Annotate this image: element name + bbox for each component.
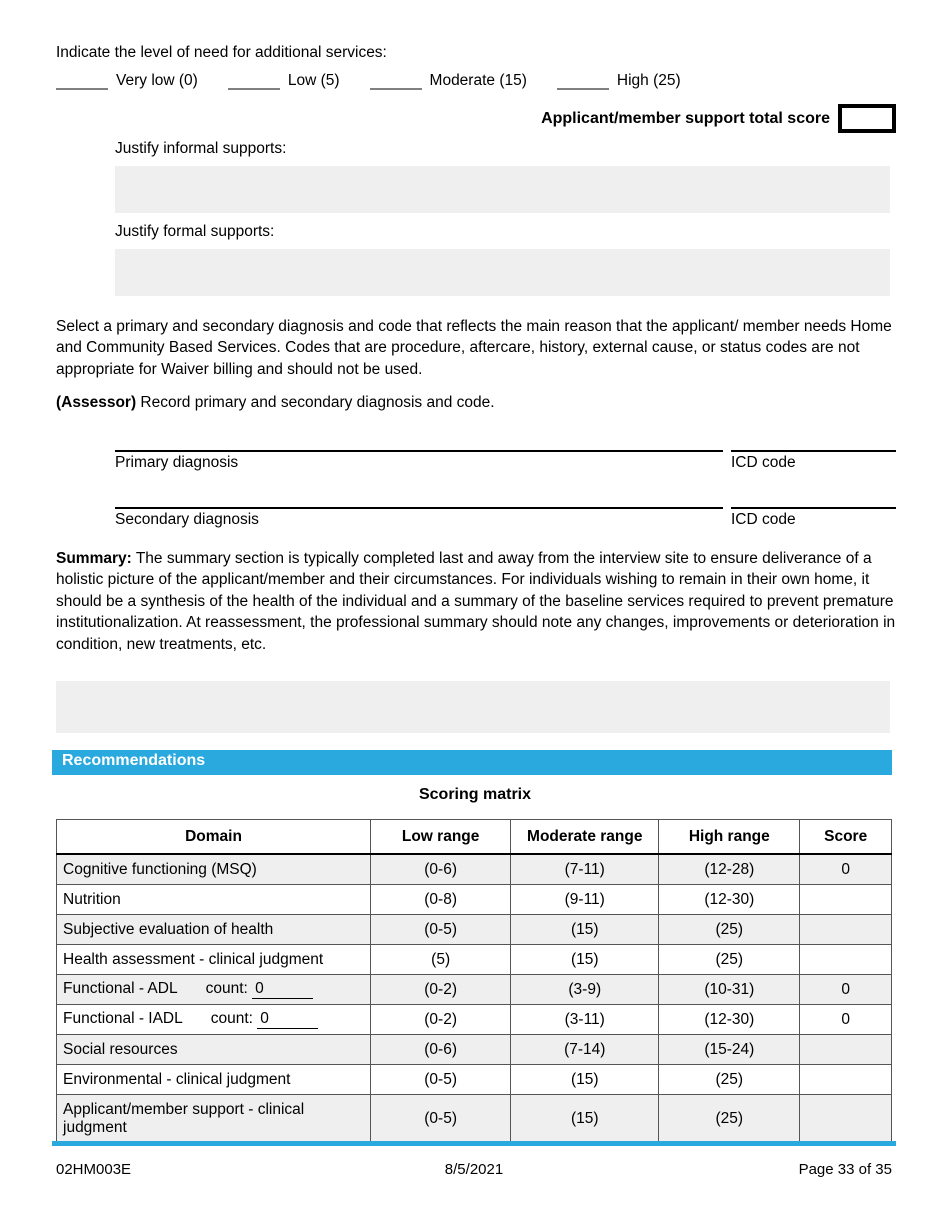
adl-count-group: [206, 980, 314, 999]
iadl-count-group: [211, 1010, 319, 1029]
row-score[interactable]: [800, 945, 892, 975]
row-low-range: (0-2): [371, 1005, 511, 1035]
row-moderate-range: (9-11): [511, 885, 659, 915]
row-domain: [57, 975, 371, 1005]
need-option-high: High (25): [616, 72, 681, 89]
total-score-row: [56, 104, 896, 133]
header-score: Score: [800, 820, 892, 855]
row-high-range: (12-28): [659, 854, 800, 885]
row-low-range: (0-6): [371, 1035, 511, 1065]
row-high-range: (15-24): [659, 1035, 800, 1065]
secondary-diagnosis-label[interactable]: Secondary diagnosis: [115, 507, 723, 529]
iadl-count-input[interactable]: 0: [257, 1010, 318, 1029]
row-domain: [57, 1095, 371, 1144]
domain-label: Health assessment - clinical judgment: [63, 950, 324, 968]
row-low-range: (0-6): [371, 854, 511, 885]
justify-informal-input[interactable]: [115, 166, 890, 213]
row-moderate-range: (7-11): [511, 854, 659, 885]
adl-count-input[interactable]: 0: [252, 980, 313, 999]
table-row: [57, 1005, 892, 1035]
footer-divider: [52, 1141, 896, 1146]
justify-formal-label: Justify formal supports:: [115, 223, 275, 240]
header-domain: Domain: [57, 820, 371, 855]
row-low-range: (5): [371, 945, 511, 975]
need-blank-high[interactable]: [557, 73, 609, 90]
adl-count-label: count:: [205, 980, 248, 997]
row-score[interactable]: 0: [800, 854, 892, 885]
domain-label: Applicant/member support - clinical judgment: [63, 1101, 305, 1136]
assessor-tag: (Assessor): [56, 394, 137, 411]
row-high-range: (25): [659, 915, 800, 945]
table-row: [57, 1035, 892, 1065]
recommendations-banner-label: Recommendations: [62, 752, 206, 769]
row-score[interactable]: 0: [800, 1005, 892, 1035]
row-domain: [57, 854, 371, 885]
footer-form-id: 02HM003E: [56, 1161, 132, 1178]
justify-formal-input[interactable]: [115, 249, 890, 296]
row-high-range: (25): [659, 1095, 800, 1144]
row-domain: [57, 1005, 371, 1035]
table-row: [57, 1065, 892, 1095]
row-score[interactable]: [800, 885, 892, 915]
row-moderate-range: (15): [511, 1065, 659, 1095]
domain-label: Social resources: [63, 1040, 178, 1058]
row-domain: [57, 1035, 371, 1065]
domain-label: Nutrition: [63, 890, 121, 908]
table-header-row: [57, 820, 892, 855]
need-option-very-low: Very low (0): [116, 72, 198, 89]
iadl-count-label: count:: [210, 1010, 253, 1027]
summary-paragraph: [56, 548, 896, 655]
header-low-range: Low range: [371, 820, 511, 855]
row-low-range: (0-8): [371, 885, 511, 915]
domain-label: Functional - IADL: [63, 1010, 183, 1027]
header-moderate-range: Moderate range: [511, 820, 659, 855]
row-moderate-range: (15): [511, 945, 659, 975]
domain-label: Functional - ADL: [63, 980, 178, 997]
row-score[interactable]: [800, 1065, 892, 1095]
domain-label: Cognitive functioning (MSQ): [63, 860, 257, 878]
row-moderate-range: (3-9): [511, 975, 659, 1005]
assessor-instruction-text: Record primary and secondary diagnosis and code.: [136, 394, 495, 411]
footer-page-number: Page 33 of 35: [798, 1161, 892, 1178]
total-score-label: Applicant/member support total score: [541, 109, 830, 127]
need-level-options: [56, 72, 896, 90]
row-high-range: (25): [659, 945, 800, 975]
table-row: [57, 1095, 892, 1144]
row-domain: [57, 945, 371, 975]
row-score[interactable]: [800, 1035, 892, 1065]
table-row: [57, 885, 892, 915]
row-domain: [57, 1065, 371, 1095]
need-level-prompt: Indicate the level of need for additional services:: [56, 44, 387, 61]
domain-label: Environmental - clinical judgment: [63, 1070, 291, 1088]
row-score[interactable]: [800, 915, 892, 945]
row-score[interactable]: 0: [800, 975, 892, 1005]
recommendations-section-banner: [52, 750, 892, 775]
row-high-range: (25): [659, 1065, 800, 1095]
diagnosis-instruction-paragraph: Select a primary and secondary diagnosis and code that reflects the main reason that the applicant/ member needs Home and Community Based Services. Codes that are procedure, aftercare, history, external cause, or status codes are not appropriate for Waiver billing and should not be used.: [56, 318, 892, 378]
scoring-matrix-title: Scoring matrix: [418, 786, 532, 803]
row-moderate-range: (7-14): [511, 1035, 659, 1065]
table-row: [57, 975, 892, 1005]
row-low-range: (0-2): [371, 975, 511, 1005]
secondary-icd-label[interactable]: ICD code: [731, 507, 896, 529]
row-low-range: (0-5): [371, 915, 511, 945]
row-high-range: (12-30): [659, 885, 800, 915]
need-blank-low[interactable]: [228, 73, 280, 90]
row-domain: [57, 885, 371, 915]
row-high-range: (10-31): [659, 975, 800, 1005]
row-low-range: (0-5): [371, 1065, 511, 1095]
need-option-moderate: Moderate (15): [429, 72, 527, 89]
row-high-range: (12-30): [659, 1005, 800, 1035]
domain-label: Subjective evaluation of health: [63, 920, 274, 938]
table-row: [57, 854, 892, 885]
summary-text: The summary section is typically completed last and away from the interview site to ensure deliverance of a holistic picture of the applicant/member and their circumstances. For individuals wishing to remain in their own home, it should be a synthesis of the health of the individual and a summary of the baseline services required to prevent premature institutionalization. At reassessment, the professional summary should note any changes, improvements or deterioration in condition, new treatments, etc.: [56, 550, 896, 653]
justify-informal-label: Justify informal supports:: [115, 140, 287, 157]
need-blank-very-low[interactable]: [56, 73, 108, 90]
need-option-low: Low (5): [287, 72, 340, 89]
primary-icd-label[interactable]: ICD code: [731, 450, 896, 472]
need-blank-moderate[interactable]: [370, 73, 422, 90]
table-row: [57, 945, 892, 975]
summary-input[interactable]: [56, 681, 890, 733]
page-footer: [56, 1161, 892, 1178]
row-moderate-range: (15): [511, 1095, 659, 1144]
row-domain: [57, 915, 371, 945]
assessor-instruction: [56, 394, 896, 412]
row-low-range: (0-5): [371, 1095, 511, 1144]
total-score-input[interactable]: [838, 104, 896, 133]
table-row: [57, 915, 892, 945]
footer-date: 8/5/2021: [444, 1161, 504, 1178]
row-moderate-range: (3-11): [511, 1005, 659, 1035]
row-moderate-range: (15): [511, 915, 659, 945]
row-score[interactable]: [800, 1095, 892, 1144]
header-high-range: High range: [659, 820, 800, 855]
scoring-matrix-table: [56, 819, 892, 1144]
primary-diagnosis-label[interactable]: Primary diagnosis: [115, 450, 723, 472]
summary-label: Summary:: [56, 550, 132, 567]
